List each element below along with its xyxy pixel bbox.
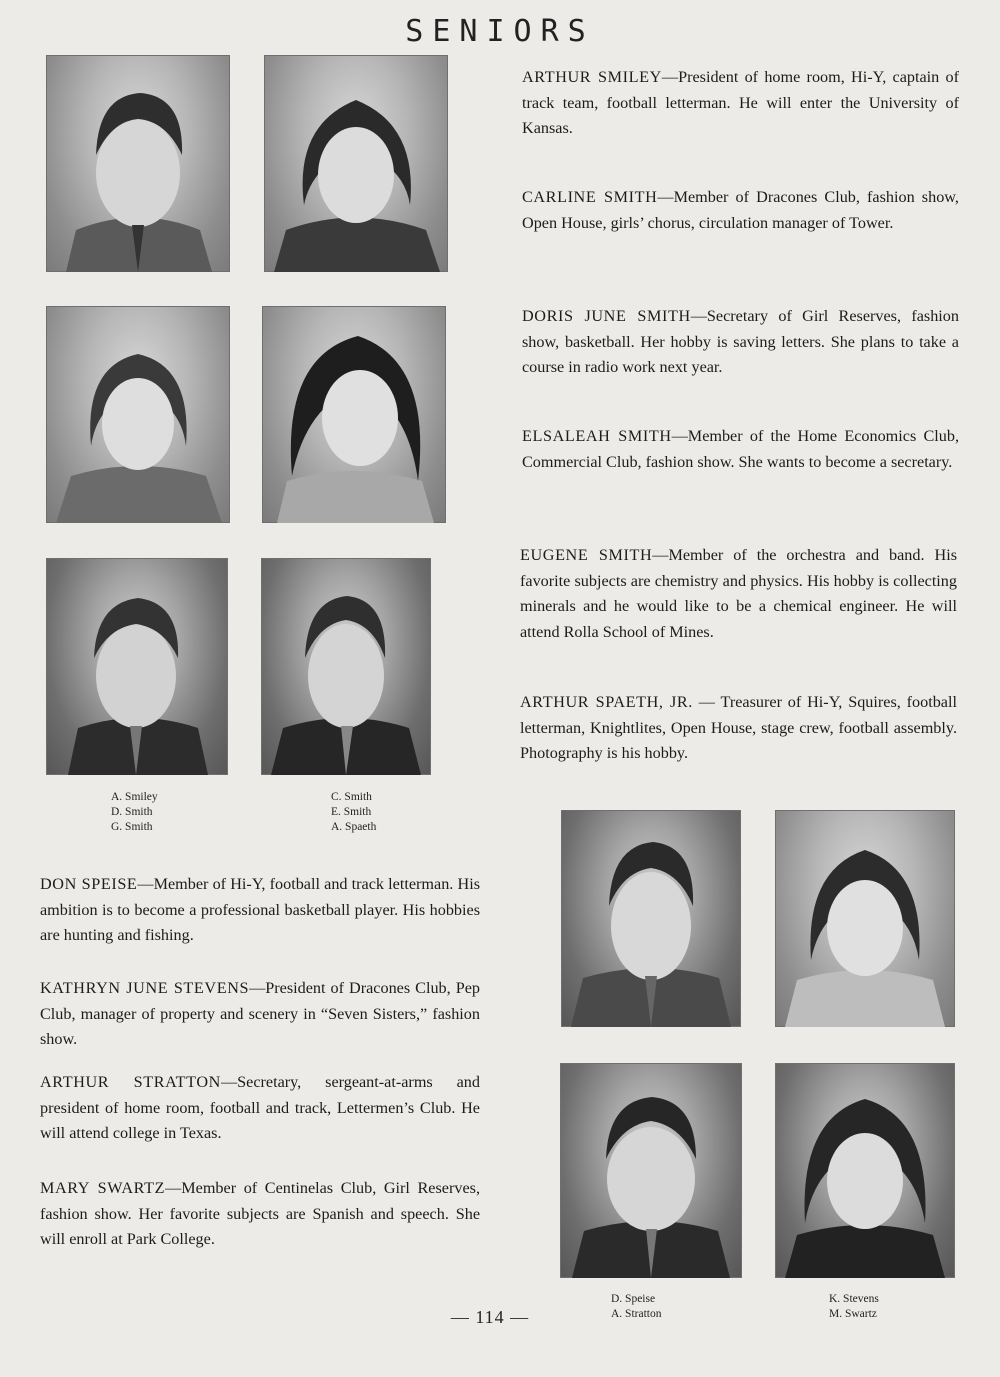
bio-text: — Treasurer of Hi-Y, Squires, football letterman, Knightlites, Open House, stage crew, football assembly. Photography is his hobby.	[520, 693, 957, 762]
bio-eugene-smith	[520, 543, 957, 645]
caption-line: D. Smith	[111, 806, 153, 818]
portrait-photo-c-smith	[264, 55, 448, 272]
caption-line: G. Smith	[111, 821, 153, 833]
bio-text: —Member of Dracones Club, fashion show, Open House, girls’ chorus, circulation manager of Tower.	[522, 188, 959, 232]
caption-line: A. Spaeth	[331, 821, 377, 833]
bio-carline-smith	[522, 185, 959, 236]
bio-text: —President of Dracones Club, Pep Club, manager of property and scenery in “Seven Sisters,” fashion show.	[40, 979, 480, 1048]
bio-name: EUGENE SMITH	[520, 546, 653, 564]
caption-line: A. Stratton	[611, 1308, 662, 1320]
portrait-photo-a-stratton	[560, 1063, 742, 1278]
bio-name: ARTHUR SPAETH, JR.	[520, 693, 693, 711]
caption-left-column-1	[111, 790, 158, 835]
portrait-photo-k-stevens	[775, 810, 955, 1027]
caption-right-column-2	[829, 1292, 879, 1322]
bio-arthur-spaeth	[520, 690, 957, 767]
bio-elsaleah-smith	[522, 424, 959, 475]
bio-name: ELSALEAH SMITH	[522, 427, 672, 445]
bio-text: —Secretary of Girl Reserves, fashion show, basketball. Her hobby is saving letters. She plans to take a course in radio work next year.	[522, 307, 959, 376]
page-title: SENIORS	[405, 14, 595, 49]
caption-line: M. Swartz	[829, 1308, 877, 1320]
caption-line: E. Smith	[331, 806, 372, 818]
bio-text: —Member of Hi-Y, football and track letterman. His ambition is to become a professional basketball player. His hobbies are hunting and fishing.	[40, 875, 480, 944]
bio-name: DON SPEISE	[40, 875, 138, 893]
bio-mary-swartz	[40, 1176, 480, 1253]
bio-name: MARY SWARTZ	[40, 1179, 166, 1197]
portrait-photo-a-spaeth	[261, 558, 431, 775]
bio-text: —Member of Centinelas Club, Girl Reserves, fashion show. Her favorite subjects are Spanish and speech. She will enroll at Park College.	[40, 1179, 480, 1248]
bio-name: KATHRYN JUNE STEVENS	[40, 979, 250, 997]
bio-name: ARTHUR STRATTON	[40, 1073, 221, 1091]
caption-right-column-1	[611, 1292, 661, 1322]
bio-text: —Secretary, sergeant-at-arms and president of home room, football and track, Lettermen’s Club. He will attend college in Texas.	[40, 1073, 480, 1142]
bio-text: —Member of the orchestra and band. His favorite subjects are chemistry and physics. His hobby is collecting minerals and he would like to be a chemical engineer. He will attend Rolla School of Mines.	[520, 546, 957, 641]
caption-left-column-2	[331, 790, 376, 835]
caption-line: C. Smith	[331, 791, 372, 803]
portrait-photo-e-smith-girl	[262, 306, 446, 523]
portrait-photo-a-smiley	[46, 55, 230, 272]
bio-arthur-stratton	[40, 1070, 480, 1147]
caption-line: A. Smiley	[111, 791, 158, 803]
page-number: — 114 —	[450, 1307, 530, 1327]
caption-line: K. Stevens	[829, 1293, 879, 1305]
bio-name: DORIS JUNE SMITH	[522, 307, 691, 325]
portrait-photo-d-smith	[46, 306, 230, 523]
bio-text: —Member of the Home Economics Club, Commercial Club, fashion show. She wants to become a secretary.	[522, 427, 959, 471]
portrait-photo-g-smith	[46, 558, 228, 775]
portrait-photo-d-speise	[561, 810, 741, 1027]
bio-text: —President of home room, Hi-Y, captain of track team, football letterman. He will enter the University of Kansas.	[522, 68, 959, 137]
bio-name: CARLINE SMITH	[522, 188, 658, 206]
bio-don-speise	[40, 872, 480, 949]
bio-kathryn-june-stevens	[40, 976, 480, 1053]
portrait-photo-m-swartz	[775, 1063, 955, 1278]
bio-name: ARTHUR SMILEY	[522, 68, 662, 86]
caption-line: D. Speise	[611, 1293, 656, 1305]
bio-doris-june-smith	[522, 304, 959, 381]
bio-arthur-smiley	[522, 65, 959, 142]
